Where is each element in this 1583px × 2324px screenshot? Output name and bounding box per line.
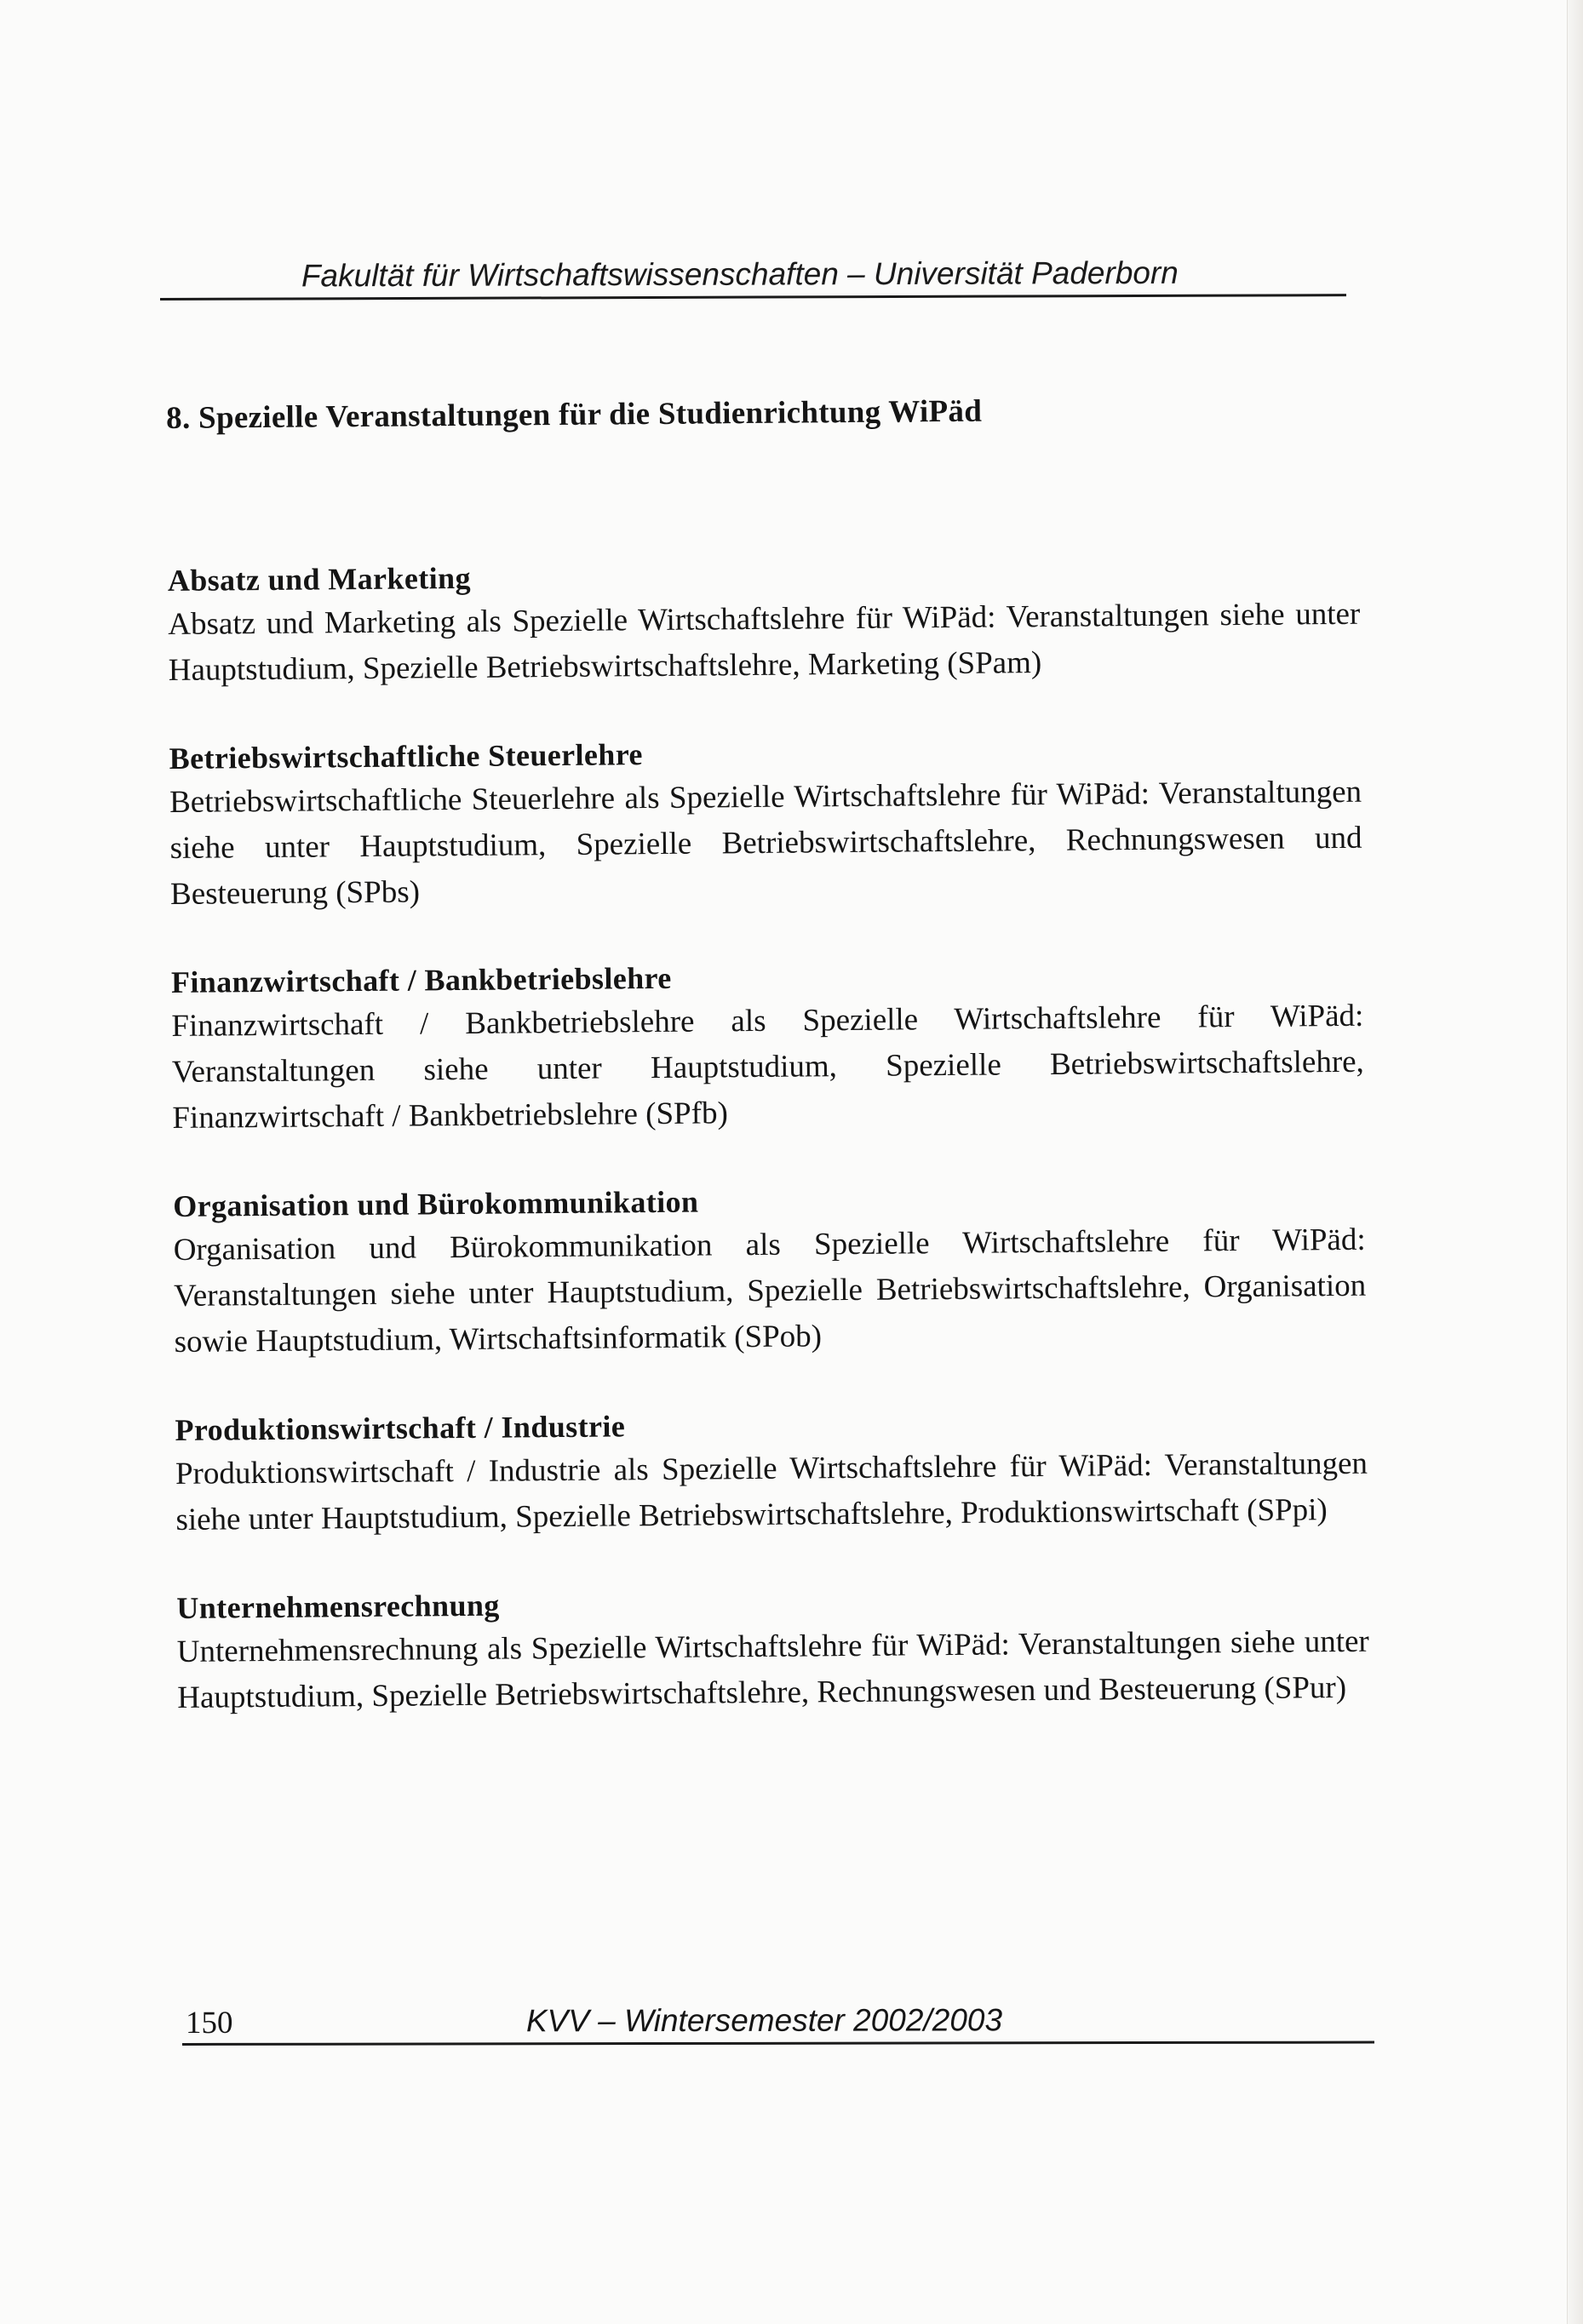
page-edge-shadow xyxy=(1567,0,1583,2324)
section-produktionswirtschaft xyxy=(175,1400,1368,1543)
section-heading: Unternehmensrechnung xyxy=(176,1588,500,1625)
section-body: Organisation und Bürokommunikation als Spezielle Wirtschaftslehre für WiPäd: Veranstaltungen siehe unter Hauptstudium, Spezielle Betriebswirtschaftslehre, Organisation sowie Hauptstudium, Wirtschaftsinformatik (SPob) xyxy=(173,1222,1367,1359)
section-heading: Finanzwirtschaft / Bankbetriebslehre xyxy=(170,960,672,999)
footer-title: KVV – Wintersemester 2002/2003 xyxy=(525,2002,1003,2039)
section-absatz-marketing xyxy=(168,550,1361,694)
section-organisation xyxy=(173,1176,1367,1365)
section-body: Betriebswirtschaftliche Steuerlehre als Spezielle Wirtschaftslehre für WiPäd: Veranstaltungen siehe unter Hauptstudium, Spezielle Betriebswirtschaftslehre, Rechnungswesen und Besteuerung (SPbs) xyxy=(169,774,1362,912)
main-content xyxy=(166,390,1370,1766)
section-heading: Betriebswirtschaftliche Steuerlehre xyxy=(169,737,644,776)
section-body: Finanzwirtschaft / Bankbetriebslehre als Spezielle Wirtschaftslehre für WiPäd: Veranstaltungen siehe unter Hauptstudium, Spezielle Betriebswirtschaftslehre, Finanzwirtschaft / Bankbetriebslehre (SPfb) xyxy=(171,998,1365,1136)
section-body: Unternehmensrechnung als Spezielle Wirtschaftslehre für WiPäd: Veranstaltungen siehe unter Hauptstudium, Spezielle Betriebswirtschaftslehre, Rechnungswesen und Besteuerung (SPur) xyxy=(176,1623,1369,1715)
page-header xyxy=(160,244,1346,301)
page-number: 150 xyxy=(185,2005,233,2041)
chapter-title: 8. Spezielle Veranstaltungen für die Studienrichtung WiPäd xyxy=(166,393,983,436)
page-footer xyxy=(182,1994,1374,2046)
section-body: Absatz und Marketing als Spezielle Wirtschaftslehre für WiPäd: Veranstaltungen siehe unter Hauptstudium, Spezielle Betriebswirtschaftslehre, Marketing (SPam) xyxy=(168,596,1361,688)
section-body: Produktionswirtschaft / Industrie als Spezielle Wirtschaftslehre für WiPäd: Veranstaltungen siehe unter Hauptstudium, Spezielle Betriebswirtschaftslehre, Produktionswirtschaft (SPpi) xyxy=(175,1445,1368,1537)
section-finanzwirtschaft xyxy=(171,952,1365,1142)
section-heading: Produktionswirtschaft / Industrie xyxy=(175,1409,626,1447)
section-steuerlehre xyxy=(169,728,1362,918)
section-heading: Absatz und Marketing xyxy=(167,560,472,598)
header-title: Fakultät für Wirtschaftswissenschaften – Universität Paderborn xyxy=(301,255,1179,294)
section-unternehmensrechnung xyxy=(176,1577,1369,1721)
section-heading: Organisation und Bürokommunikation xyxy=(173,1184,699,1223)
